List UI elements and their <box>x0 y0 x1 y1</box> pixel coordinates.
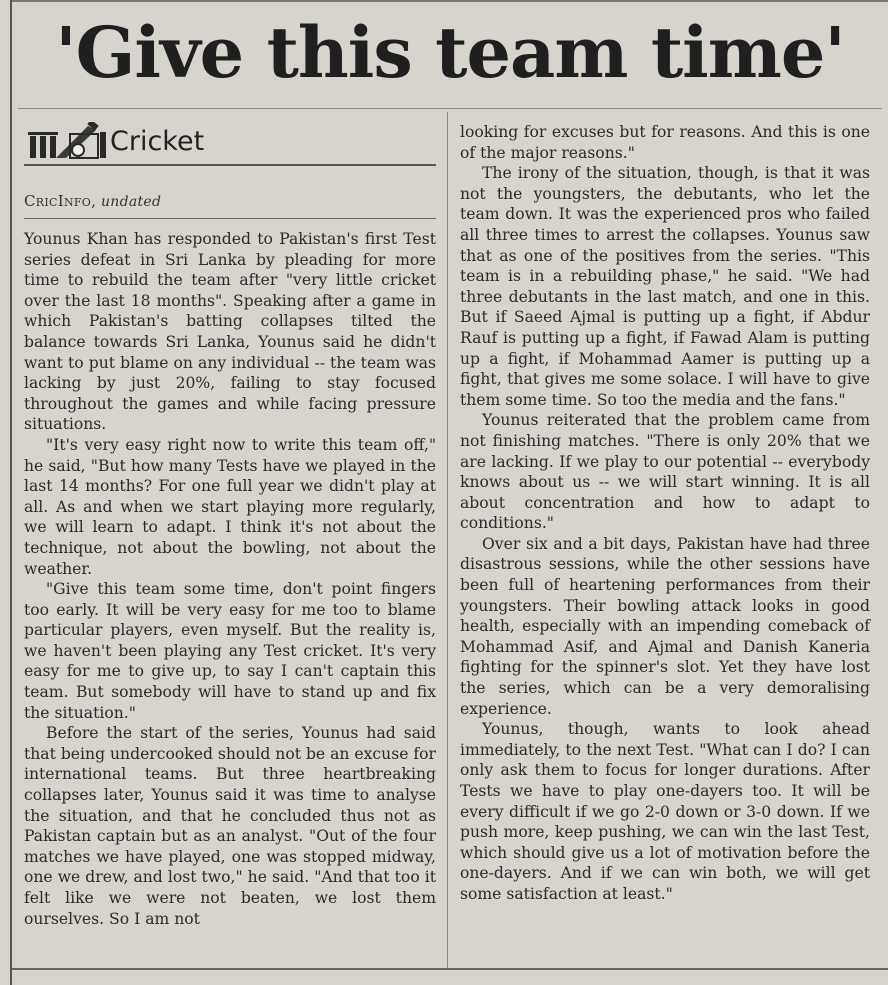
paragraph: "It's very easy right now to write this team off," he said, "But how many Tests have we played in the last 14 months? For one full year we didn't play at all. As and when we start playing more regularly, we will learn to adapt. I think it's not about the technique, not about the bowling, not about the weather. <box>24 435 436 578</box>
page-bottom-border <box>12 968 888 970</box>
headline: 'Give this team time' <box>55 11 845 94</box>
paragraph: Younus, though, wants to look ahead immediately, to the next Test. "What can I do? I can only ask them to focus for longer durations. After Tests we have to play one-dayers too. It will be every difficult if we go 2-0 down or 3-0 down. If we push more, keep pushing, we can win the last Test, which should give us a lot of motivation before the one-dayers. And if we can win both, we will get some satisfaction at least." <box>460 720 870 903</box>
page-left-border <box>10 0 12 985</box>
paragraph: looking for excuses but for reasons. And this is one of the major reasons." <box>460 123 870 162</box>
paragraph: The irony of the situation, though, is that it was not the youngsters, the debutants, who let the team down. It was the experienced pros who failed all three times to arrest the collapses. Younus saw that as one of the positives from the series. "This team is in a rebuilding phase," he said. "We had three debutants in the last match, and one in this. But if Saeed Ajmal is putting up a fight, if Abdur Rauf is putting up a fight, if Fawad Alam is putting up a fight, if Mohammad Aamer is putting up a fight, that gives me some solace. I will have to give them some time. So too the media and the fans." <box>460 164 870 409</box>
paragraph: Over six and a bit days, Pakistan have had three disastrous sessions, while the other sessions have been full of heartening performances from their youngsters. Their bowling attack looks in good health, especially with an impending comeback of Mohammad Asif, and Ajmal and Danish Kaneria fighting for the spinner's slot. Yet they have lost the series, which can be a very demoralising experience. <box>460 534 870 718</box>
paragraph: Younus Khan has responded to Pakistan's first Test series defeat in Sri Lanka by pleading for more time to rebuild the team after "very little cricket over the last 18 months". Speaking after a game in which Pakistan's batting collapses tilted the balance towards Sri Lanka, Younus said he didn't want to put blame on any individual -- the team was lacking by just 20%, failing to stay focused throughout the games and while facing pressure situations. <box>24 230 436 434</box>
headline-rule <box>18 108 882 109</box>
byline-rule <box>24 218 436 219</box>
page-top-border <box>12 0 888 2</box>
article-column-1 <box>24 122 436 929</box>
paragraph: "Give this team some time, don't point fingers too early. It will be very easy for me too to blame particular players, even myself. But the reality is, we haven't been playing any Test cricket. It's very easy for me to give up, to say I can't captain this team. But somebody will have to stand up and fix the situation." <box>24 580 436 722</box>
article-column-2 <box>460 122 870 905</box>
byline-source: CricInfo, <box>24 192 97 210</box>
cricket-stumps-bat-icon <box>26 122 106 160</box>
column-divider <box>447 112 448 968</box>
paragraph: Before the start of the series, Younus had said that being undercooked should not be an excuse for international teams. But three heartbreaking collapses later, Younus said it was time to analyse the situation, and that he concluded thus not as Pakistan captain but as an analyst. "Out of the four matches we have played, one was stopped midway, one we drew, and lost two," he said. "And that too it felt like we were not beaten, we lost them ourselves. So I am not <box>24 724 437 928</box>
paragraph: Younus reiterated that the problem came from not finishing matches. "There is only 20% that we are lacking. If we play to our potential -- everybody knows about us -- we will start winning. It is all about concentration and how to adapt to conditions." <box>460 411 870 533</box>
byline <box>24 192 436 212</box>
byline-date: undated <box>100 194 162 210</box>
section-title: Cricket <box>110 126 205 157</box>
section-header <box>24 122 436 166</box>
